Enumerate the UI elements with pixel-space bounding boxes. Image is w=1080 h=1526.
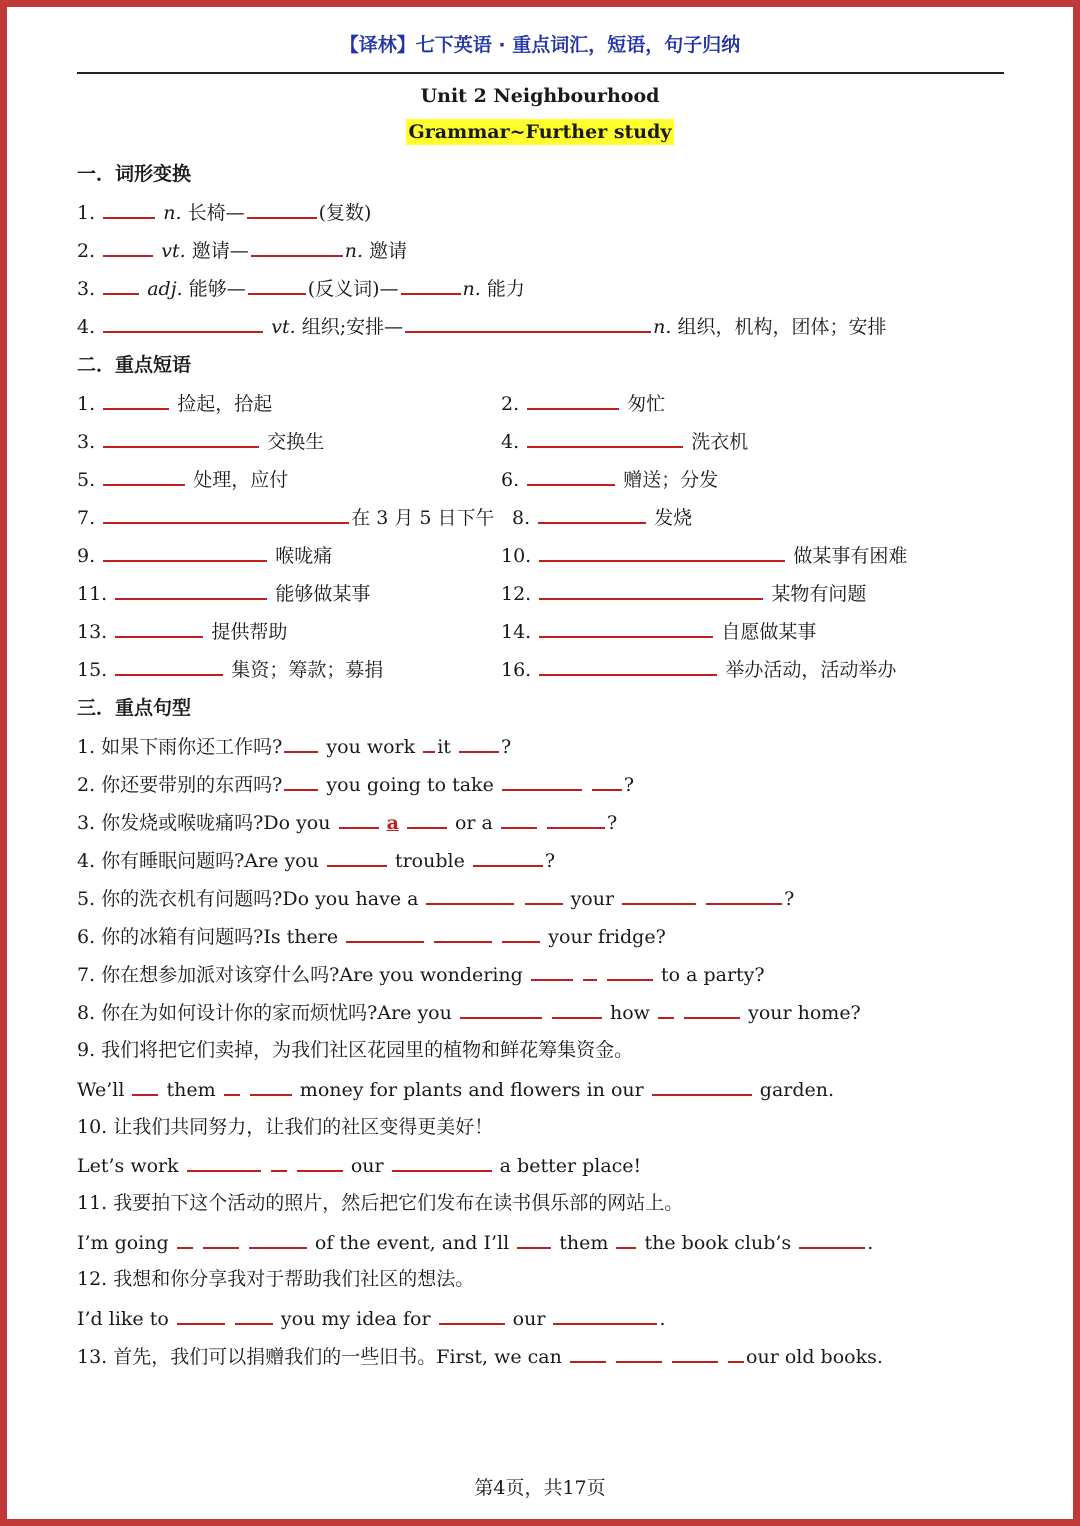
answer-blank[interactable] xyxy=(103,428,259,448)
answer-blank[interactable] xyxy=(616,1229,636,1249)
item-number: 11. xyxy=(77,583,108,605)
answer-blank[interactable] xyxy=(187,1152,261,1172)
item-number: 3. xyxy=(77,431,96,453)
answer-blank[interactable] xyxy=(583,961,597,981)
part-of-speech: vt. xyxy=(161,240,186,262)
sentence-item-11-prompt: 11. 我要拍下这个活动的照片，然后把它们发布在读书俱乐部的网站上。 xyxy=(77,1192,684,1214)
answer-blank[interactable] xyxy=(502,923,540,943)
answer-blank[interactable] xyxy=(652,1076,752,1096)
sentence-item-13 xyxy=(77,1343,883,1370)
answer-blank[interactable] xyxy=(177,1229,193,1249)
sentence-item-10-prompt: 10. 让我们共同努力，让我们的社区变得更美好！ xyxy=(77,1116,494,1138)
part-of-speech: adj. xyxy=(147,278,183,300)
answer-blank[interactable] xyxy=(103,542,267,562)
phrase-item-2 xyxy=(501,390,665,417)
sentence-item-6 xyxy=(77,923,666,950)
item-number: 2. xyxy=(501,393,520,415)
item-number: 10. xyxy=(501,545,532,567)
phrase-meaning: 能够做某事 xyxy=(275,583,371,605)
sentence-text: our old books. xyxy=(746,1346,883,1368)
answer-blank[interactable] xyxy=(132,1076,158,1096)
answer-blank[interactable] xyxy=(103,275,139,295)
sentence-text: money for plants and flowers in our xyxy=(299,1079,644,1101)
sentence-text: garden. xyxy=(759,1079,835,1101)
sentence-item-5 xyxy=(77,885,794,912)
phrase-meaning: 自愿做某事 xyxy=(721,621,817,643)
sentence-item-3 xyxy=(77,809,617,836)
item-number: 6. xyxy=(501,469,520,491)
answer-blank[interactable] xyxy=(607,961,653,981)
phrase-item-6 xyxy=(501,466,718,493)
sentence-item-4 xyxy=(77,847,555,874)
answer-blank[interactable] xyxy=(346,923,424,943)
answer-blank[interactable] xyxy=(423,733,435,753)
word-meaning: 邀请 xyxy=(369,240,408,262)
answer-blank[interactable] xyxy=(672,1343,718,1363)
answer-blank[interactable] xyxy=(531,961,573,981)
sentence-text: ? xyxy=(500,736,512,758)
item-number: 9. xyxy=(77,545,96,567)
sentence-item-7 xyxy=(77,961,765,988)
item-number: 13. xyxy=(77,621,108,643)
word-meaning: 邀请— xyxy=(191,240,249,262)
answer-blank[interactable] xyxy=(439,1305,505,1325)
answer-blank[interactable] xyxy=(547,809,605,829)
answer-blank[interactable] xyxy=(460,999,542,1019)
answer-blank[interactable] xyxy=(250,1076,292,1096)
phrase-meaning: 在 3 月 5 日下午 xyxy=(351,507,495,529)
phrase-item-10 xyxy=(501,542,907,569)
part-of-speech: n. xyxy=(163,202,182,224)
sentence-text: our xyxy=(350,1155,384,1177)
sentence-prompt: 6. 你的冰箱有问题吗?Is there xyxy=(77,926,339,948)
word-item-4 xyxy=(77,313,886,340)
part-of-speech: n. xyxy=(653,316,672,338)
phrase-meaning: 赠送；分发 xyxy=(623,469,719,491)
phrase-meaning: 喉咙痛 xyxy=(275,545,333,567)
sentence-prompt: 8. 你在为如何设计你的家而烦忧吗?Are you xyxy=(77,1002,452,1024)
item-number: 14. xyxy=(501,621,532,643)
sentence-text: trouble xyxy=(394,850,465,872)
header-divider xyxy=(77,72,1004,74)
sentence-text: our xyxy=(512,1308,546,1330)
answer-blank[interactable] xyxy=(706,885,782,905)
sentence-text: ? xyxy=(606,812,618,834)
word-meaning: 能够— xyxy=(188,278,246,300)
phrase-meaning: 捡起，拾起 xyxy=(177,393,273,415)
sentence-item-9-answer xyxy=(77,1076,834,1103)
sentence-item-9-prompt: 9. 我们将把它们卖掉，为我们社区花园里的植物和鲜花筹集资金。 xyxy=(77,1039,634,1061)
sentence-text: the book club’s xyxy=(644,1232,792,1254)
phrase-item-13 xyxy=(77,618,287,645)
answer-blank[interactable] xyxy=(527,428,683,448)
answer-blank[interactable] xyxy=(284,771,318,791)
answer-blank[interactable] xyxy=(658,999,674,1019)
sentence-text: you going to take xyxy=(326,774,494,796)
answer-blank[interactable] xyxy=(103,390,169,410)
answer-blank[interactable] xyxy=(339,809,379,829)
answer-blank[interactable] xyxy=(553,1305,657,1325)
answer-blank[interactable] xyxy=(426,885,514,905)
phrase-item-15 xyxy=(77,656,383,683)
sentence-text: you my idea for xyxy=(280,1308,431,1330)
item-number: 8. xyxy=(512,507,531,529)
phrase-meaning: 举办活动，活动举办 xyxy=(725,659,897,681)
sentence-item-2 xyxy=(77,771,634,798)
answer-blank[interactable] xyxy=(473,847,543,867)
page-number: 第4页，共17页 xyxy=(474,1477,606,1499)
sentence-text: you work xyxy=(326,736,416,758)
answer-blank[interactable] xyxy=(539,542,785,562)
phrase-item-16 xyxy=(501,656,896,683)
phrase-meaning: 处理，应付 xyxy=(193,469,289,491)
phrase-meaning: 匆忙 xyxy=(627,393,666,415)
sentence-prompt: 5. 你的洗衣机有问题吗?Do you have a xyxy=(77,888,419,910)
sentence-item-11-answer xyxy=(77,1229,873,1256)
sentence-text: ? xyxy=(784,888,795,910)
unit-title: Unit 2 Neighbourhood xyxy=(420,85,660,107)
word-meaning: 能力 xyxy=(486,278,525,300)
answer-blank[interactable] xyxy=(115,618,203,638)
word-note: (复数) xyxy=(318,202,372,224)
item-number: 4. xyxy=(501,431,520,453)
item-number: 5. xyxy=(77,469,96,491)
sentence-text: . xyxy=(867,1232,874,1254)
item-number: 7. xyxy=(77,507,96,529)
sentence-prompt: 1. 如果下雨你还工作吗? xyxy=(77,736,283,758)
answer-blank[interactable] xyxy=(539,580,763,600)
sentence-text: your home? xyxy=(748,1002,861,1024)
answer-blank[interactable] xyxy=(177,1305,225,1325)
sentence-prompt: 2. 你还要带别的东西吗? xyxy=(77,774,283,796)
sentence-prompt: 7. 你在想参加派对该穿什么吗?Are you wondering xyxy=(77,964,523,986)
answer-blank[interactable] xyxy=(517,1229,551,1249)
sentence-text: how xyxy=(610,1002,650,1024)
item-number: 15. xyxy=(77,659,108,681)
answer-blank[interactable] xyxy=(622,885,696,905)
phrase-meaning: 做某事有困难 xyxy=(793,545,908,567)
answer-blank[interactable] xyxy=(799,1229,865,1249)
section-heading-key-phrases: 二．重点短语 xyxy=(77,354,192,376)
answer-blank[interactable] xyxy=(527,466,615,486)
answer-blank[interactable] xyxy=(115,656,223,676)
sentence-prompt: 3. 你发烧或喉咙痛吗?Do you xyxy=(77,812,331,834)
answer-blank[interactable] xyxy=(501,809,537,829)
sentence-item-8 xyxy=(77,999,861,1026)
part-of-speech: n. xyxy=(344,240,363,262)
phrase-item-8 xyxy=(512,504,692,531)
phrase-item-7 xyxy=(77,504,495,531)
answer-blank[interactable] xyxy=(115,580,267,600)
lesson-subtitle: Grammar~Further study xyxy=(406,119,675,145)
sentence-text: to a party? xyxy=(660,964,765,986)
phrase-meaning: 洗衣机 xyxy=(691,431,749,453)
answer-blank[interactable] xyxy=(103,313,263,333)
sentence-text: or a xyxy=(454,812,493,834)
phrase-item-3 xyxy=(77,428,324,455)
sentence-prompt: 4. 你有睡眠问题吗?Are you xyxy=(77,850,319,872)
sentence-text: I’d like to xyxy=(77,1308,169,1330)
word-item-2 xyxy=(77,237,407,264)
phrase-item-9 xyxy=(77,542,332,569)
word-meaning: 组织;安排— xyxy=(301,316,404,338)
sentence-text: . xyxy=(659,1308,666,1330)
phrase-item-14 xyxy=(501,618,816,645)
answer-blank[interactable] xyxy=(459,733,499,753)
phrase-item-12 xyxy=(501,580,866,607)
item-number: 12. xyxy=(501,583,532,605)
answer-blank[interactable] xyxy=(103,199,155,219)
answer-blank[interactable] xyxy=(616,1343,662,1363)
word-item-1 xyxy=(77,199,371,226)
sentence-text: your fridge? xyxy=(548,926,666,948)
answer-blank[interactable] xyxy=(434,923,492,943)
answer-blank[interactable] xyxy=(203,1229,239,1249)
phrase-meaning: 集资；筹款；募捐 xyxy=(231,659,384,681)
answer-blank[interactable] xyxy=(103,466,185,486)
item-number: 16. xyxy=(501,659,532,681)
item-number: 2. xyxy=(77,240,96,262)
answer-blank[interactable] xyxy=(552,999,602,1019)
sentence-text: your xyxy=(570,888,615,910)
sentence-item-10-answer xyxy=(77,1152,641,1179)
phrase-item-1 xyxy=(77,390,272,417)
answer-blank[interactable] xyxy=(392,1152,492,1172)
phrase-meaning: 某物有问题 xyxy=(771,583,867,605)
answer-blank[interactable] xyxy=(284,733,318,753)
phrase-item-5 xyxy=(77,466,288,493)
answer-blank[interactable] xyxy=(527,390,619,410)
answer-blank[interactable] xyxy=(728,1343,744,1363)
answer-blank[interactable] xyxy=(401,275,461,295)
phrase-meaning: 提供帮助 xyxy=(211,621,288,643)
answer-blank[interactable] xyxy=(525,885,563,905)
sentence-text: a better place! xyxy=(499,1155,642,1177)
document-header: 【译林】七下英语 · 重点词汇，短语，句子归纳 xyxy=(339,34,741,56)
answer-blank[interactable] xyxy=(684,999,740,1019)
answer-blank[interactable] xyxy=(405,313,651,333)
sentence-text: them xyxy=(166,1079,216,1101)
sentence-item-1 xyxy=(77,733,511,760)
answer-blank[interactable] xyxy=(247,199,317,219)
sentence-text: it xyxy=(437,736,451,758)
answer-blank[interactable] xyxy=(327,847,387,867)
answer-blank[interactable] xyxy=(271,1152,287,1172)
answer-blank[interactable] xyxy=(248,275,306,295)
sentence-prompt: 13. 首先，我们可以捐赠我们的一些旧书。First, we can xyxy=(77,1346,562,1368)
answer-blank[interactable] xyxy=(224,1076,240,1096)
phrase-item-11 xyxy=(77,580,370,607)
sentence-text: We’ll xyxy=(77,1079,125,1101)
sentence-text: Let’s work xyxy=(77,1155,179,1177)
sentence-item-12-answer xyxy=(77,1305,666,1332)
answer-blank[interactable] xyxy=(539,656,717,676)
answer-blank[interactable] xyxy=(538,504,646,524)
word-note: (反义词)— xyxy=(307,278,399,300)
word-meaning: 长椅— xyxy=(187,202,245,224)
answer-blank[interactable] xyxy=(103,504,349,524)
answer-blank[interactable] xyxy=(570,1343,606,1363)
filled-answer: a xyxy=(386,812,399,834)
answer-blank[interactable] xyxy=(297,1152,343,1172)
item-number: 1. xyxy=(77,393,96,415)
part-of-speech: vt. xyxy=(271,316,296,338)
sentence-text: of the event, and I’ll xyxy=(314,1232,510,1254)
phrase-meaning: 交换生 xyxy=(267,431,325,453)
item-number: 1. xyxy=(77,202,96,224)
phrase-item-4 xyxy=(501,428,748,455)
sentence-text: I’m going xyxy=(77,1232,169,1254)
section-heading-key-sentences: 三．重点句型 xyxy=(77,697,192,719)
item-number: 4. xyxy=(77,316,96,338)
answer-blank[interactable] xyxy=(539,618,713,638)
sentence-text: ? xyxy=(623,774,635,796)
answer-blank[interactable] xyxy=(407,809,447,829)
sentence-item-12-prompt: 12. 我想和你分享我对于帮助我们社区的想法。 xyxy=(77,1268,475,1290)
part-of-speech: n. xyxy=(462,278,481,300)
sentence-text: them xyxy=(559,1232,609,1254)
answer-blank[interactable] xyxy=(251,237,343,257)
answer-blank[interactable] xyxy=(502,771,582,791)
section-heading-word-forms: 一．词形变换 xyxy=(77,163,192,185)
answer-blank[interactable] xyxy=(235,1305,273,1325)
sentence-text: ? xyxy=(544,850,556,872)
answer-blank[interactable] xyxy=(249,1229,307,1249)
word-item-3 xyxy=(77,275,525,302)
answer-blank[interactable] xyxy=(103,237,153,257)
item-number: 3. xyxy=(77,278,96,300)
answer-blank[interactable] xyxy=(592,771,622,791)
phrase-meaning: 发烧 xyxy=(654,507,693,529)
word-meaning: 组织，机构，团体；安排 xyxy=(677,316,887,338)
